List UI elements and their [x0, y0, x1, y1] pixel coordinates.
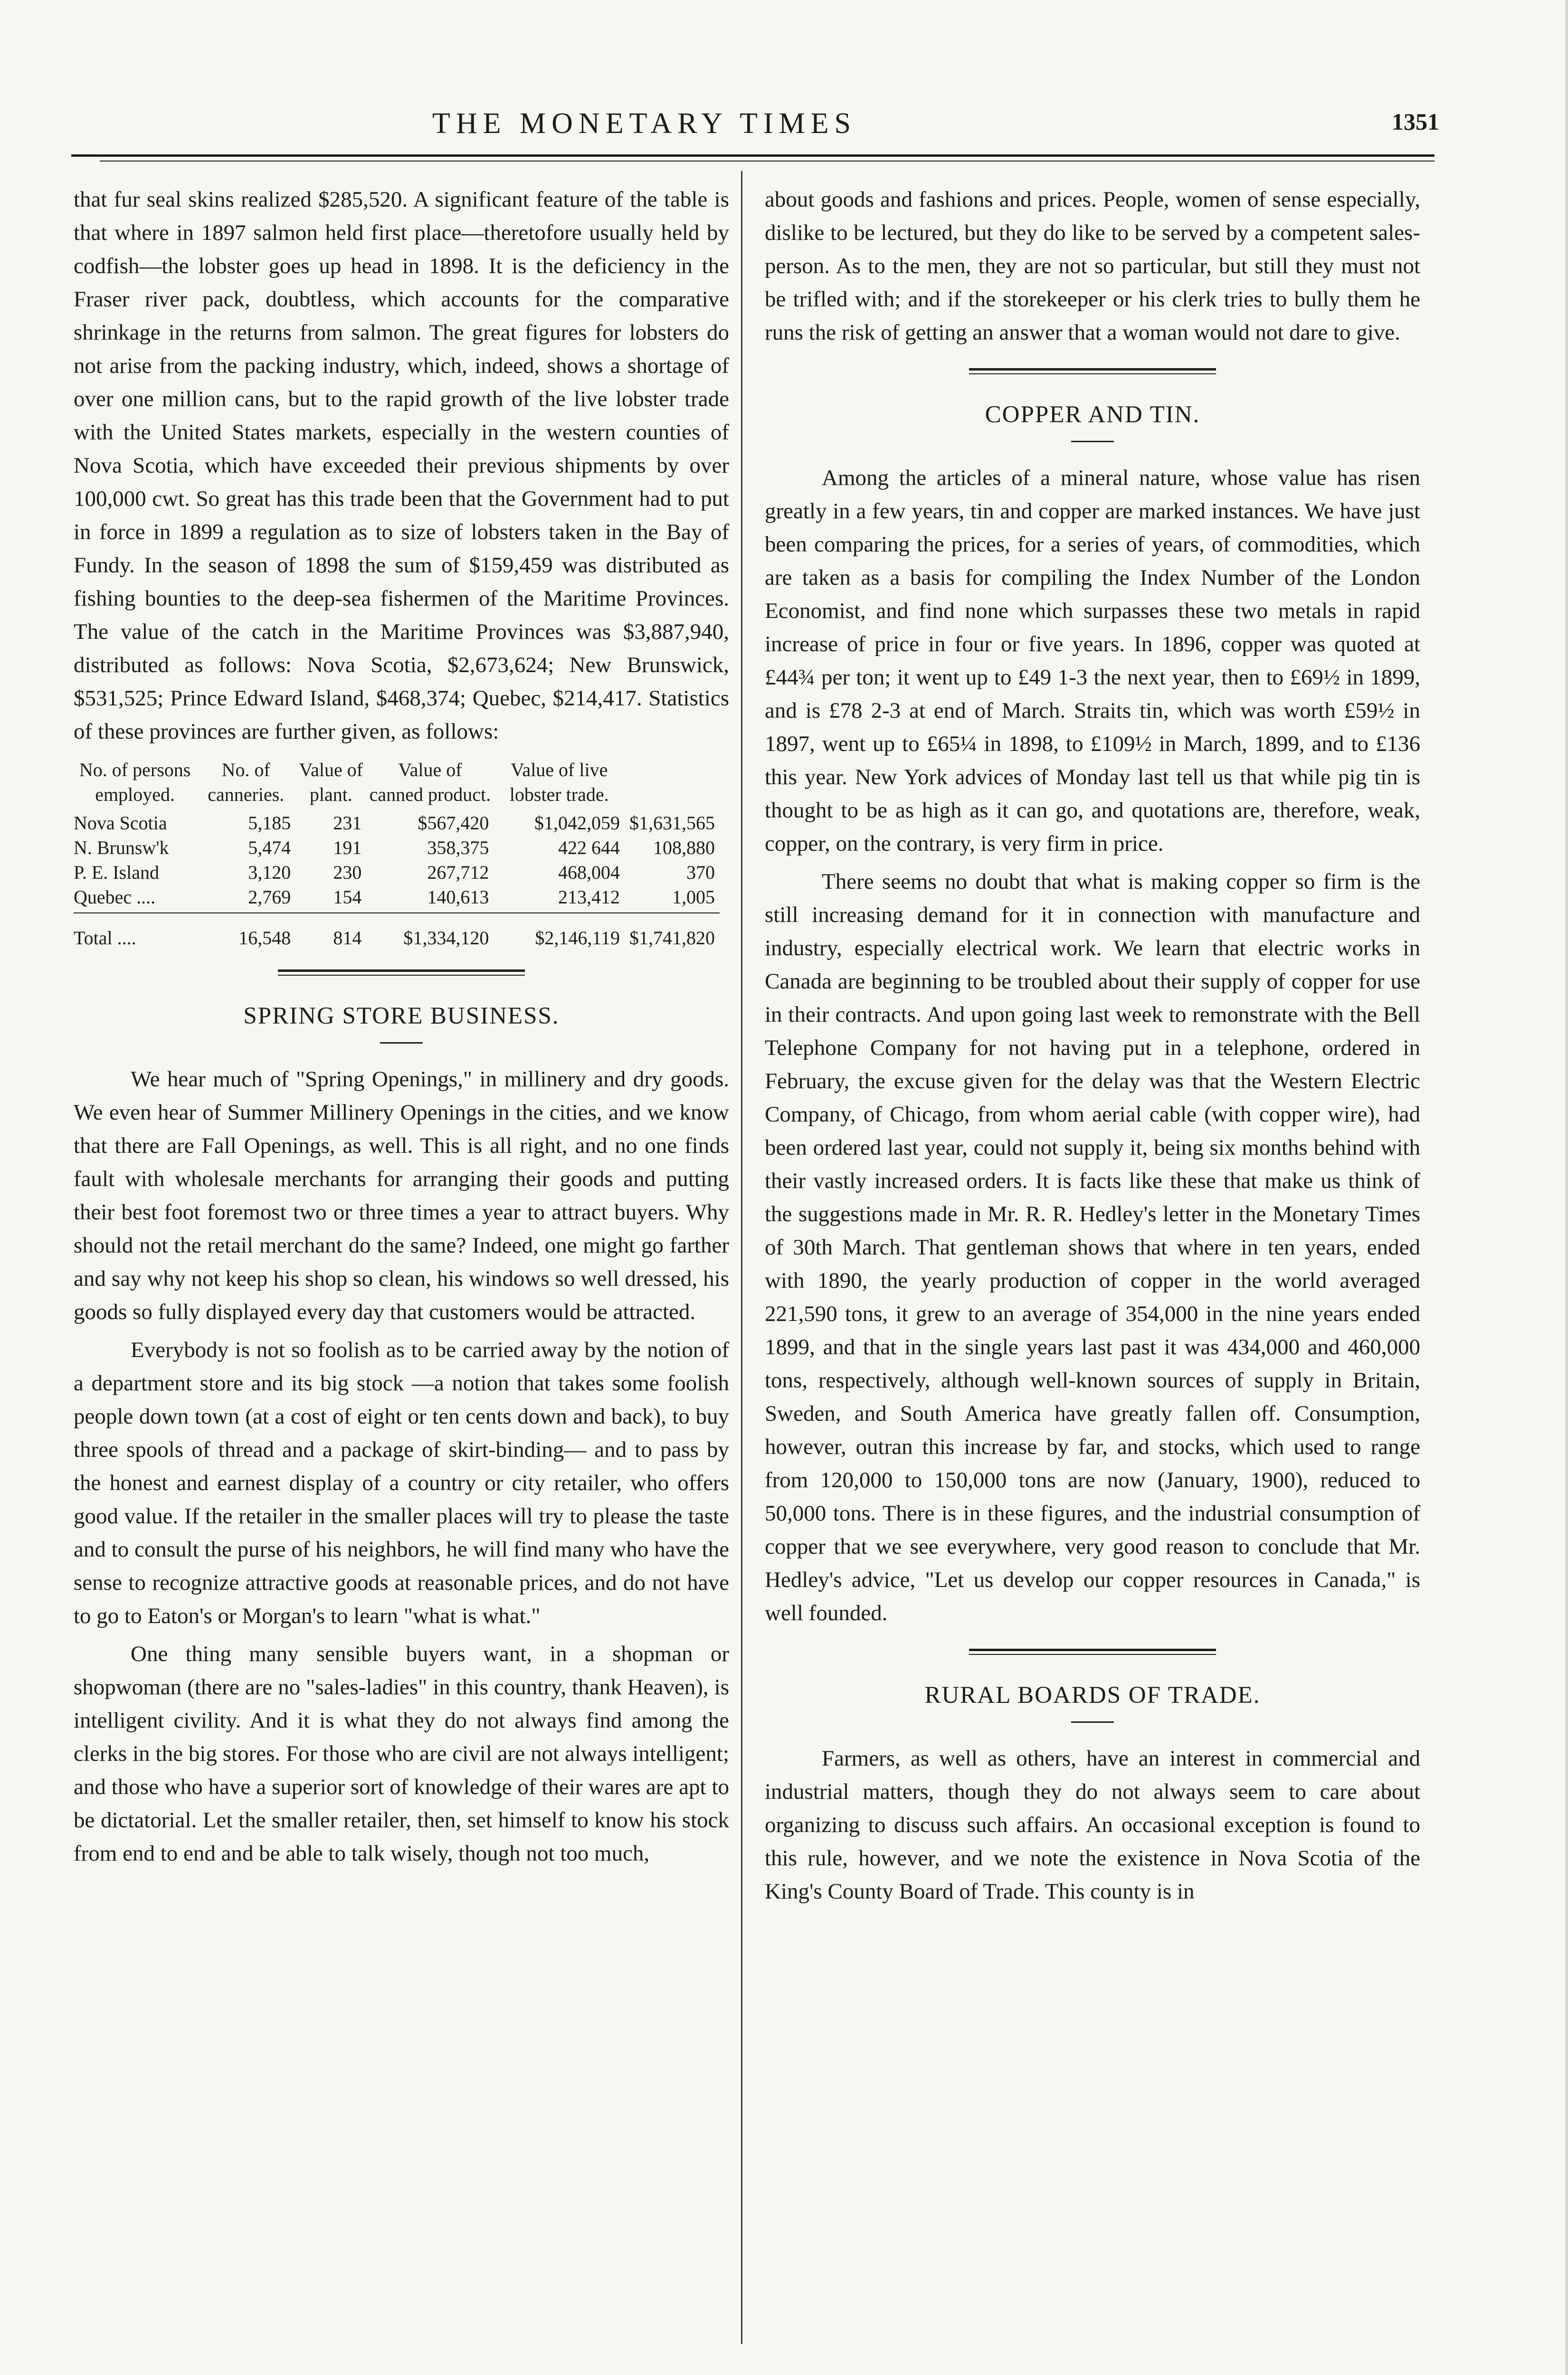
page-number: 1351 — [1392, 108, 1439, 135]
table-header-cell: No. of canneries. — [208, 759, 285, 805]
table-cell: 814 — [333, 927, 362, 949]
row-label: P. E. Island — [74, 862, 159, 883]
table-header-row — [74, 758, 720, 811]
table-cell: 5,185 — [248, 812, 291, 834]
table-row — [74, 836, 720, 860]
row-label: N. Brunsw'k — [74, 837, 169, 858]
table-cell: 5,474 — [248, 837, 291, 858]
fisheries-table — [74, 758, 720, 950]
page-edge — [1565, 0, 1568, 2375]
heading-dash — [1071, 1721, 1114, 1723]
header-rule-thin — [100, 161, 1435, 162]
section-heading: SPRING STORE BUSINESS. — [243, 1003, 560, 1029]
table-row — [74, 885, 720, 913]
table-cell: 468,004 — [558, 862, 620, 883]
section-separator — [278, 969, 525, 976]
table-cell: $1,631,565 — [629, 812, 715, 834]
table-cell: $1,042,059 — [534, 812, 620, 834]
row-label: Total .... — [74, 927, 136, 949]
article-paragraph: Everybody is not so foolish as to be carried away by the notion of a department store and its big stock —a notion that takes some foolish people down town (at a cost of eight or ten cents down and back), to buy three spools of thread and a package of skirt-binding— and to pass by the honest and earnest display of a country or city retailer, who offers good value. If the retailer in the smaller places will try to please the taste and to consult the purse of his neighbors, he will find many who have the sense to recognize attractive goods at reasonable prices, and do not have to go to Eaton's or Morgan's to learn "what is what." — [74, 1338, 729, 1628]
row-label: Nova Scotia — [74, 812, 167, 834]
right-column — [765, 183, 1420, 1913]
table-cell: 1,005 — [625, 885, 720, 913]
table-cell: 16,548 — [238, 927, 291, 949]
table-cell: 231 — [333, 812, 362, 834]
table-cell: 3,120 — [248, 862, 291, 883]
section-heading: COPPER AND TIN. — [985, 401, 1200, 428]
table-total-row — [74, 913, 720, 950]
page-header — [86, 97, 1468, 150]
table-cell: $2,146,119 — [535, 927, 620, 949]
article-paragraph: Farmers, as well as others, have an interest in commercial and industrial matters, though they do not always seem to care about organizing to discuss such affairs. An occasional exception is found to this rule, however, and we note the existence in Nova Scotia of the King's County Board of Trade. This county is in — [765, 1746, 1420, 1904]
table-cell: 213,412 — [494, 885, 625, 913]
table-row — [74, 860, 720, 885]
publication-title: THE MONETARY TIMES — [432, 107, 857, 140]
table-header-cell: Value of live lobster trade. — [509, 759, 609, 805]
table-cell: 370 — [686, 862, 715, 883]
article-paragraph: One thing many sensible buyers want, in a shopman or shopwoman (there are no "sales-ladies" in this country, thank Heaven), is intelligent civility. And it is what they do not always find among the clerks in the big stores. For those who are civil are not always intelligent; and those who have a superior sort of knowledge of their wares are apt to be dictatorial. Let the smaller retailer, then, set himself to know his stock from end to end and be able to talk wisely, though not too much, — [74, 1642, 729, 1866]
table-cell: $567,420 — [418, 812, 489, 834]
table-cell: 358,375 — [427, 837, 489, 858]
table-cell: 267,712 — [427, 862, 489, 883]
continuation-paragraph: about goods and fashions and prices. People, women of sense especially, dislike to be lectured, but they do like to be served by a competent sales-person. As to the men, they are not so particular, but still they must not be trifled with; and if the storekeeper or his clerk tries to bully them he runs the risk of getting an answer that a woman would not dare to give. — [765, 187, 1420, 345]
left-column — [74, 183, 729, 1875]
section-separator — [969, 1649, 1216, 1655]
table-header-cell: Value of plant. — [299, 759, 363, 805]
table-cell: 108,880 — [653, 837, 715, 858]
column-divider — [741, 171, 742, 2344]
table-cell: $1,741,820 — [629, 927, 715, 949]
table-header-cell: No. of persons employed. — [79, 759, 191, 805]
header-rule — [71, 154, 1435, 157]
fisheries-paragraph: that fur seal skins realized $285,520. A significant feature of the table is that where in 1897 salmon held first place—theretofore usually held by codfish—the lobster goes up head in 1898. It is the deficiency in the Fraser river pack, doubtless, which accounts for the comparative shrinkage in the returns from salmon. The great figures for lobsters do not arise from the packing industry, which, indeed, shows a shortage of over one million cans, but to the rapid growth of the live lobster trade with the United States markets, especially in the western counties of Nova Scotia, which have exceeded their previous shipments by over 100,000 cwt. So great has this trade been that the Government had to put in force in 1899 a regulation as to size of lobsters taken in the Bay of Fundy. In the season of 1898 the sum of $159,459 was distributed as fishing bounties to the deep-sea fishermen of the Maritime Provinces. The value of the catch in the Maritime Provinces was $3,887,940, distributed as follows: Nova Scotia, $2,673,624; New Brunswick, $531,525; Prince Edward Island, $468,374; Quebec, $214,417. Statistics of these provinces are further given, as follows: — [74, 187, 729, 744]
table-cell: 230 — [333, 862, 362, 883]
table-cell: 154 — [295, 885, 366, 913]
article-paragraph: We hear much of "Spring Openings," in millinery and dry goods. We even hear of Summer Millinery Openings in the cities, and we know that there are Fall Openings, as well. This is all right, and no one finds fault with wholesale merchants for arranging their goods and putting their best foot foremost two or three times a year to attract buyers. Why should not the retail merchant do the same? Indeed, one might go farther and say why not keep his shop so clean, his windows so well dressed, his goods so fully displayed every day that customers would be attracted. — [74, 1067, 729, 1324]
table-row — [74, 811, 720, 836]
row-label: Quebec .... — [74, 885, 196, 913]
table-header-cell: Value of canned product. — [369, 759, 491, 805]
heading-dash — [380, 1042, 423, 1044]
article-paragraph: Among the articles of a mineral nature, whose value has risen greatly in a few years, tin and copper are marked instances. We have just been comparing the prices, for a series of years, of commodities, which are taken as a basis for compiling the Index Number of the London Economist, and find none which surpasses these two metals in rapid increase of price in four or five years. In 1896, copper was quoted at £44¾ per ton; it went up to £49 1-3 the next year, then to £69½ in 1899, and is £78 2-3 at end of March. Straits tin, which was worth £59½ in 1897, went up to £65¼ in 1898, to £109½ in March, 1899, and to £136 this year. New York advices of Monday last tell us that while pig tin is thought to be as high as it can go, and quotations are, therefore, weak, copper, on the contrary, is very firm in price. — [765, 466, 1420, 856]
section-separator — [969, 368, 1216, 374]
table-cell: 191 — [333, 837, 362, 858]
table-cell: $1,334,120 — [403, 927, 489, 949]
table-cell: 2,769 — [196, 885, 295, 913]
table-cell: 140,613 — [366, 885, 494, 913]
heading-dash — [1071, 441, 1114, 442]
table-cell: 422 644 — [558, 837, 620, 858]
article-paragraph: There seems no doubt that what is making copper so firm is the still increasing demand for it in connection with manufacture and industry, especially electrical work. We learn that electric works in Canada are beginning to be troubled about their supply of copper for use in their contracts. And upon going last week to remonstrate with the Bell Telephone Company for not having put in a telephone, ordered in February, the excuse given for the delay was that the Western Electric Company, of Chicago, from whom aerial cable (with copper wire), had been ordered last year, could not supply it, being six months behind with their vastly increased orders. It is facts like these that make us think of the suggestions made in Mr. R. R. Hedley's letter in the Monetary Times of 30th March. That gentleman shows that where in ten years, ended with 1890, the yearly production of copper in the world averaged 221,590 tons, it grew to an average of 354,000 in the nine years ended 1899, and that in the single years last past it was 434,000 and 460,000 tons, respectively, although well-known sources of supply in Britain, Sweden, and South America have greatly fallen off. Consumption, however, outran this increase by far, and stocks, which used to range from 120,000 to 150,000 tons are now (January, 1900), reduced to 50,000 tons. There is in these figures, and the industrial consumption of copper that we see everywhere, very good reason to conclude that Mr. Hedley's advice, "Let us develop our copper resources in Canada," is well founded. — [765, 869, 1420, 1625]
section-heading: RURAL BOARDS OF TRADE. — [924, 1682, 1261, 1709]
